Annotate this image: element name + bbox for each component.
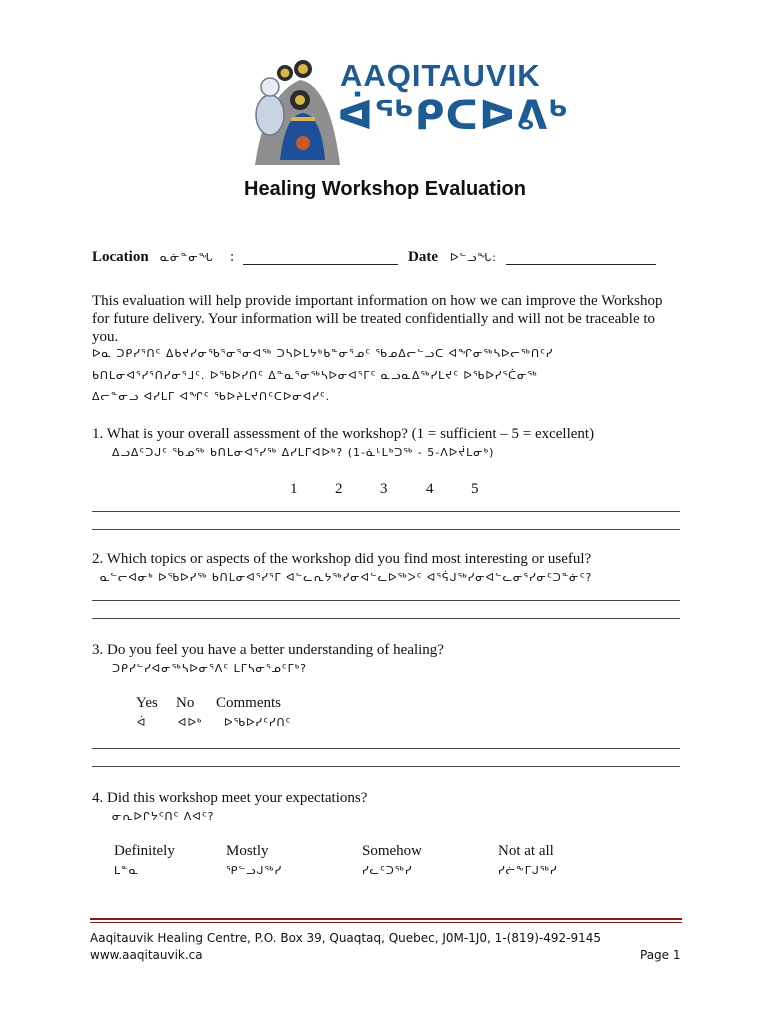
option-yes[interactable]: Yes (136, 695, 158, 711)
option-somehow-syllabics: ᓯᓚᑦᑐᖅᓯ (362, 864, 413, 877)
logo-syllabics: ᐋᖅᑭᑕᐅᕕᒃ (337, 93, 570, 139)
question-3-syllabics: ᑐᑭᓯᓪᓯᐊᓂᖅᓴᐅᓂᕐᐱᑦ ᒪᒥᓴᓂᕐᓄᑦᒥᒃ? (112, 662, 308, 675)
date-field[interactable] (506, 264, 656, 265)
question-2-syllabics: ᓇᓪᓕᐊᓂᒃ ᐅᖃᐅᓯᖅ ᑲᑎᒪᓂᐊᕐᓯᕐᒥ ᐊᓪᓚᕆᔭᖅᓯᓂᐊᓪᓚᐅᖅᐳᑦ ᐊᕐᕌᒍᖅᓯᓂᐊᓪᓚᓂᕐᓯᓂᑦᑐᓐᓃᑦ? (100, 571, 593, 584)
option-definitely[interactable]: Definitely (114, 843, 175, 859)
option-somehow[interactable]: Somehow (362, 843, 422, 859)
option-comments-syllabics: ᐅᖃᐅᓯᑦᓯᑎᑦ (224, 716, 292, 729)
question-1-syllabics: ᐃᓗᐃᑦᑐᒍᑦ ᖃᓄᖅ ᑲᑎᒪᓂᐊᕐᓯᖅ ᐃᓯᒪᒥᐊᐅᒃ? (1-ᓈᒻᒪᒃᑐᖅ - 5-ᐱᐅᔫᒪᓂᒃ) (112, 446, 495, 459)
option-mostly-syllabics: ᕿᓪᓗᒍᖅᓯ (226, 864, 283, 877)
location-label-syllabics: ᓇᓃᓐᓂᖓ (160, 251, 214, 264)
option-yes-syllabics: ᐋ (137, 716, 147, 729)
intro-syllabics-3: ᐃᓕᓐᓂᓗ ᐊᓯᒪᒥ ᐊᖏᑦ ᖃᐅᔨᒪᔪᑎᑦᑕᐅᓂᐊᓯᑦ. (92, 390, 331, 403)
page-title: Healing Workshop Evaluation (244, 178, 526, 200)
question-1: 1. What is your overall assessment of the workshop? (1 = sufficient – 5 = excellent) (92, 426, 595, 442)
question-4-syllabics: ᓂᕆᐅᒋᔭᑦᑎᑦ ᐱᐊᑦ? (112, 810, 215, 823)
page-number: Page 1 (640, 948, 681, 962)
logo-figures-icon (245, 55, 340, 170)
scale-1[interactable]: 1 (290, 481, 298, 497)
question-4: 4. Did this workshop meet your expectations? (92, 790, 368, 806)
answer-line-3b[interactable] (92, 766, 680, 767)
answer-line-3a[interactable] (92, 748, 680, 749)
option-no-syllabics: ᐊᐅᒃ (178, 716, 203, 729)
intro-syllabics-2: ᑲᑎᒪᓂᐊᕐᓯᕐᑎᓯᓂᕐᒧᑦ. ᐅᖃᐅᓯᑎᑦ ᐃᓐᓇᕐᓂᖅᓴᐅᓂᐊᕐᒥᑦ ᓇᓗᓇᐃᖅᓯᒪᔪᑦ ᐅᖃᐅᓯᕐᑖᓂᖅ (92, 369, 538, 382)
answer-line-2b[interactable] (92, 618, 680, 619)
option-not-at-all-syllabics: ᓯᓖᖕᒥᒍᖅᓯ (498, 864, 558, 877)
scale-4[interactable]: 4 (426, 481, 434, 497)
location-field[interactable] (243, 264, 398, 265)
date-label-syllabics: ᐅᓪᓗᖓ: (450, 251, 497, 264)
location-label: Location (92, 249, 149, 265)
intro-text: This evaluation will help provide important information on how we can improve the Workshop for future delivery. Your information will be treated confidentially and will not be traceable to you. (92, 293, 663, 345)
intro-syllabics-1: ᐅᓇ ᑐᑭᓯᕐᑎᑦ ᐃᑲᔪᓯᓂᖃᕐᓂᕐᓂᐊᖅ ᑐᓴᐅᒪᔭᒃᑲᓐᓂᕐᓄᑦ ᖃᓄᐃᓕᓪᓗᑕ ᐊᖏᓂᖅᓴᐅᓕᖅᑎᑦᓯ (92, 347, 554, 360)
scale-5[interactable]: 5 (471, 481, 479, 497)
footer-divider-thin (90, 922, 682, 923)
footer-address: Aaqitauvik Healing Centre, P.O. Box 39, Quaqtaq, Quebec, J0M-1J0, 1-(819)-492-9145 (90, 931, 602, 945)
answer-line-2a[interactable] (92, 600, 680, 601)
footer-divider (90, 918, 682, 920)
question-2: 2. Which topics or aspects of the workshop did you find most interesting or useful? (92, 551, 592, 567)
option-no[interactable]: No (176, 695, 195, 711)
answer-line-1a[interactable] (92, 511, 680, 512)
location-colon: : (230, 249, 235, 265)
option-definitely-syllabics: ᒪᓐᓇ (114, 864, 140, 877)
answer-line-1b[interactable] (92, 529, 680, 530)
option-mostly[interactable]: Mostly (226, 843, 269, 859)
scale-2[interactable]: 2 (335, 481, 343, 497)
date-label: Date (408, 249, 438, 265)
aaqitauvik-logo (245, 55, 570, 170)
footer-website[interactable]: www.aaqitauvik.ca (90, 948, 203, 962)
option-not-at-all[interactable]: Not at all (498, 843, 554, 859)
option-comments: Comments (216, 695, 282, 711)
scale-3[interactable]: 3 (380, 481, 388, 497)
question-3: 3. Do you feel you have a better understanding of healing? (92, 642, 444, 658)
logo-wordmark: AAQITAUVIK (340, 58, 541, 93)
